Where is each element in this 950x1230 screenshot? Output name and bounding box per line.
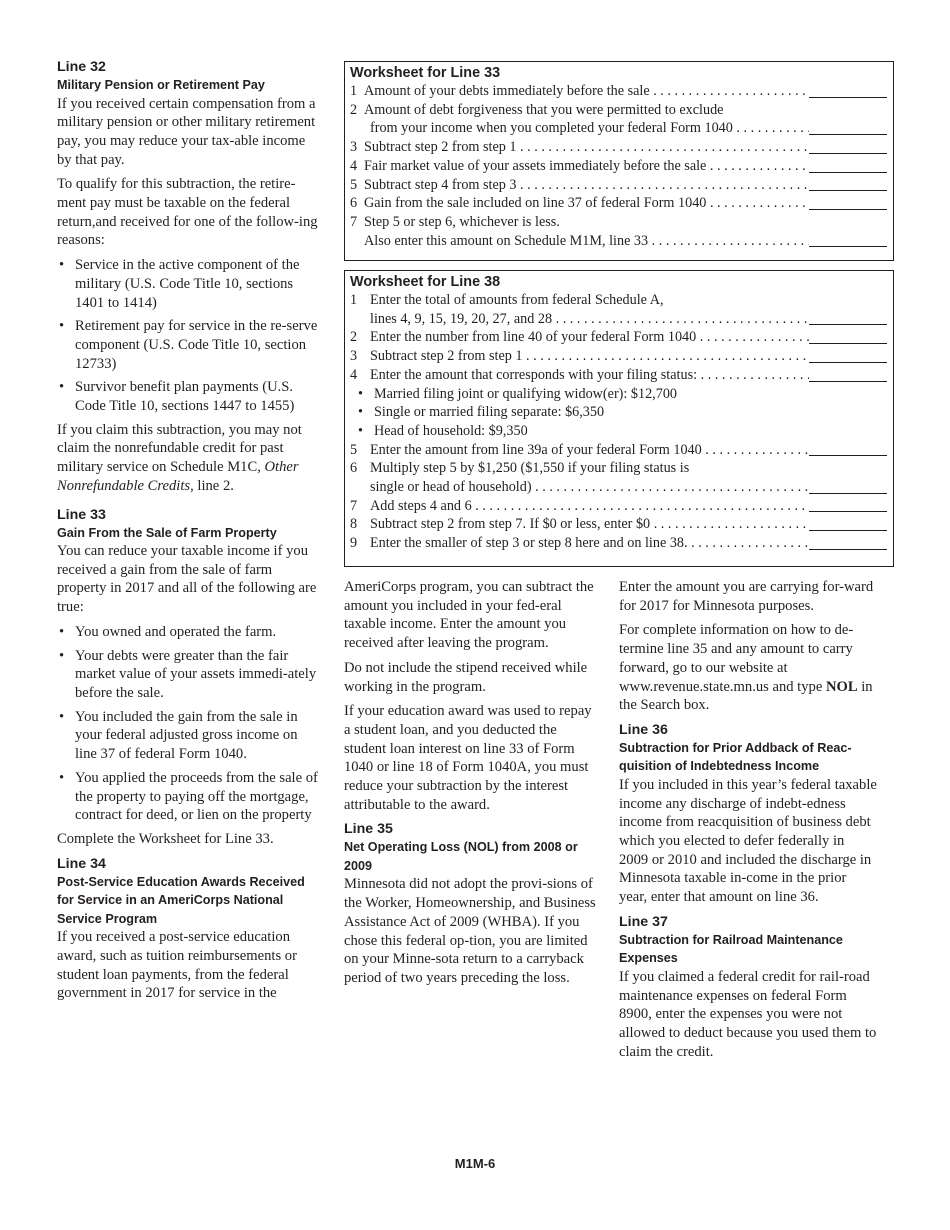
worksheet-row: 9 Enter the smaller of step 3 or step 8 here and on line 38. . . . [350,534,887,553]
worksheet-row: 6 Multiply step 5 by $1,250 ($1,550 if your filing status is [350,460,690,477]
worksheet-row: 1 Amount of your debts immediately before the sale . . . [350,82,887,101]
right-column [619,578,877,1067]
line-32-paragraph: To qualify for this subtraction, the retire-ment pay must be taxable on the federal return,and received for one of the follow-ing reasons: [57,176,318,249]
line-32-list [57,256,319,416]
line-35-paragraph: Enter the amount you are carrying for-ward for 2017 for Minnesota purposes. [619,579,874,614]
list-item: • Service in the active component of the military (U.S. Code Title 10, sections 1401 to 1414) [57,256,319,312]
line-33-paragraph: You can reduce your taxable income if you received a gain from the sale of farm property in 2017 and all of the following are true: [57,543,317,616]
line-36-paragraph: If you included in this year’s federal taxable income any discharge of indebt-edness income from reacquisition of business debt which you elected to defer federally in 2009 or 2010 and included the discharge in Minnesota taxable in-come in the prior year, enter that amount on line 36. [619,776,877,906]
line-34-paragraph: AmeriCorps program, you can subtract the amount you included in your fed-eral taxable income. Enter the amount you received after leaving the program. [344,579,594,652]
answer-blank[interactable] [809,208,887,210]
line-37-subheading: Subtraction for Railroad Maintenance Expenses [619,932,843,966]
line-37-paragraph: If you claimed a federal credit for rail-road maintenance expenses on federal Form 8900, enter the expenses you were not allowed to deduct because you used them to claim the credit. [619,968,877,1060]
answer-blank[interactable] [809,245,887,247]
line-35-paragraph: For complete information on how to de-termine line 35 and any amount to carry forward, go to our website at www.revenue.state.mn.us and type NOL in the Search box. [619,622,873,714]
line-33-heading: Line 33 [57,506,106,523]
line-34-heading: Line 34 [57,855,106,872]
line-32-subheading: Military Pension or Retirement Pay [57,78,265,92]
worksheet-row: 1 Enter the total of amounts from federal Schedule A, [350,292,664,308]
list-item: • Retirement pay for service in the re-serve component (U.S. Code Title 10, section 12733) [57,317,319,373]
filing-status-option: • Single or married filing separate: $6,350 [350,403,887,422]
answer-blank[interactable] [809,342,887,344]
line-37-heading: Line 37 [619,913,668,930]
left-column [57,58,319,1009]
line-35-paragraph: Minnesota did not adopt the provi-sions of the Worker, Homeownership, and Business Assistance Act of 2009 (WHBA). If you chose this federal op-tion, you are limited on your Minne-sota return to a carryback period of two years preceding the loss. [344,876,596,986]
page-number: M1M-6 [454,1156,496,1171]
list-item: • Your debts were greater than the fair market value of your assets immedi-ately before the sale. [57,647,319,703]
middle-column [344,578,596,994]
answer-blank[interactable] [809,492,887,494]
worksheet-row: 5 Enter the amount from line 39a of your federal Form 1040 . . . [350,441,887,460]
filing-status-option: • Married filing joint or qualifying widow(er): $12,700 [350,385,887,404]
list-item: • You included the gain from the sale in your federal adjusted gross income on line 37 of federal Form 1040. [57,708,319,764]
line-33-paragraph: Complete the Worksheet for Line 33. [57,830,274,847]
answer-blank[interactable] [809,323,887,325]
worksheet-row: 3 Subtract step 2 from step 1 . . . [350,347,887,366]
line-34-paragraph: If you received a post-service education award, such as tuition reimbursements or student loan payments, from the federal government in 2017 for service in the [57,929,297,1002]
worksheet-row: 3 Subtract step 2 from step 1 . . . [350,138,887,157]
worksheet-row: 6 Gain from the sale included on line 37 of federal Form 1040 . . . [350,194,887,213]
line-34-paragraph: Do not include the stipend received while working in the program. [344,659,588,695]
line-33-subheading: Gain From the Sale of Farm Property [57,525,277,540]
answer-blank[interactable] [809,133,887,135]
worksheet-row: 4 Enter the amount that corresponds with your filing status: . . . [350,366,887,385]
line-32-heading: Line 32 [57,59,106,75]
answer-blank[interactable] [809,96,887,98]
worksheet-title: Worksheet for Line 33 [350,65,501,81]
line-33-list [57,623,319,825]
answer-blank[interactable] [809,152,887,154]
answer-blank[interactable] [809,529,887,531]
list-item: • Survivor benefit plan payments (U.S. Code Title 10, sections 1447 to 1455) [57,378,319,415]
line-36-heading: Line 36 [619,721,668,738]
worksheet-line-38 [344,270,894,567]
line-35-subheading: Net Operating Loss (NOL) from 2008 or 2009 [344,840,578,873]
worksheet-row: 2 Amount of debt forgiveness that you were permitted to exclude [350,101,724,118]
worksheet-row: from your income when you completed your federal Form 1040 . . . [350,119,887,138]
line-34-paragraph: If your education award was used to repay a student loan, and you deducted the student loan interest on line 33 of Form 1040 or line 18 of Form 1040A, you must reduce your subtraction by the interest attributable to the award. [344,703,592,813]
worksheet-row: 2 Enter the number from line 40 of your federal Form 1040 . . . [350,328,887,347]
answer-blank[interactable] [809,361,887,363]
worksheet-line-33 [344,61,894,261]
worksheet-row: Also enter this amount on Schedule M1M, line 33 . . . [350,232,887,251]
worksheet-row: single or head of household) . . . [350,478,887,497]
line-32-paragraph: If you received certain compensation from a military pension or other military retirement pay, you may reduce your tax-able income by that pay. [57,95,316,168]
answer-blank[interactable] [809,171,887,173]
answer-blank[interactable] [809,510,887,512]
line-35-heading: Line 35 [344,821,393,838]
line-32-paragraph: If you claim this subtraction, you may not claim the nonrefundable credit for past military service on Schedule M1C, Other Nonrefundable Credits, line 2. [57,421,302,494]
list-item: • You applied the proceeds from the sale of the property to paying off the mortgage, contract for deed, or lien on the property [57,769,319,825]
filing-status-option: • Head of household: $9,350 [350,422,887,441]
answer-blank[interactable] [809,548,887,550]
worksheet-row: 4 Fair market value of your assets immediately before the sale . . . [350,157,887,176]
answer-blank[interactable] [809,189,887,191]
list-item: • You owned and operated the farm. [57,623,319,642]
answer-blank[interactable] [809,380,887,382]
line-34-subheading: Post-Service Education Awards Received for Service in an AmeriCorps National Service Program [57,874,305,926]
worksheet-row: 7 Step 5 or step 6, whichever is less. [350,213,560,230]
worksheet-row: 7 Add steps 4 and 6 . . . [350,497,887,516]
worksheet-row: 8 Subtract step 2 from step 7. If $0 or less, enter $0 . . . [350,515,887,534]
worksheet-title: Worksheet for Line 38 [350,274,501,290]
worksheet-row: 5 Subtract step 4 from step 3 . . . [350,176,887,195]
worksheet-row: lines 4, 9, 15, 19, 20, 27, and 28 . . . [350,310,887,329]
answer-blank[interactable] [809,454,887,456]
line-36-subheading: Subtraction for Prior Addback of Reac-quisition of Indebtedness Income [619,740,852,774]
